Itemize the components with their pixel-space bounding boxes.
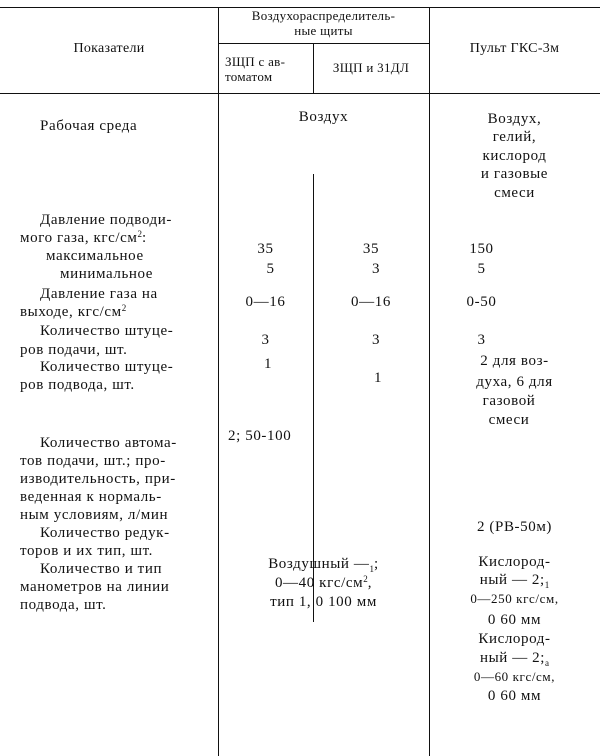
supply-fittings-col2: 3: [371, 332, 381, 348]
manometers-shields-range-exp: 2: [363, 574, 368, 584]
inlet-pressure-min-col3: 5: [477, 261, 486, 277]
supply-fittings-col1: 3: [261, 332, 270, 348]
row-medium-value-console-2: гелий,: [492, 129, 537, 145]
row-medium-value-console-4: и газовые: [480, 166, 549, 182]
row-reducers-label-2: торов и их тип, шт.: [20, 543, 153, 559]
outlet-pressure-col2: 0—16: [351, 294, 391, 310]
row-medium-value-console-1: Воздух,: [487, 111, 542, 127]
header-sub2: ЗЩП и 31ДЛ: [332, 60, 410, 75]
row-medium-value-shields: Воздух: [298, 109, 349, 125]
manometers-console-a-line3: [429, 590, 600, 608]
manometers-console-a-qty: ный — 2;: [479, 572, 545, 588]
row-inlet-pressure-min-label: минимальное: [60, 266, 154, 282]
header-sub1-line1: ЗЩП с ав-: [225, 54, 286, 69]
manometers-shields-range-tail: ,: [367, 575, 373, 591]
outlet-pressure-unit: выходе, кгс/см: [20, 304, 122, 320]
group-header-rule: [218, 43, 429, 44]
manometers-console-b-line3: [429, 668, 600, 686]
manometers-console-a-range: 0—250 кгс/см: [470, 591, 555, 606]
manometers-console-b-qty: ный — 2;: [479, 650, 546, 666]
outlet-pressure-col3: 0-50: [466, 294, 497, 310]
header-bottom-rule: [0, 93, 600, 94]
manometers-console-b-line1: Кислород-: [478, 631, 551, 647]
row-automats-label-4: веденная к нормаль-: [20, 489, 162, 505]
header-console: Пульт ГКС-3м: [469, 41, 560, 56]
inlet-pressure-min-col2: 3: [371, 261, 381, 277]
manometers-console-b-range: 0—60 кгс/см: [473, 669, 552, 684]
row-automats-label-1: Количество автома-: [40, 435, 177, 451]
automats-col1: 2; 50-100: [228, 428, 292, 444]
supply-fittings-col3: 3: [477, 332, 486, 348]
inlet-pressure-colon: :: [142, 230, 147, 246]
row-manometers-label-1: Количество и тип: [40, 561, 163, 577]
inlet-fittings-col2: 1: [373, 370, 383, 386]
header-sub1-line2: томатом: [225, 69, 273, 84]
row-automats-label-3: изводительность, при-: [20, 471, 176, 487]
row-medium-value-console-3: кислород: [482, 148, 547, 164]
row-reducers-label-1: Количество редук-: [40, 525, 170, 541]
row-supply-fittings-label-2: ров подачи, шт.: [20, 342, 128, 358]
inlet-pressure-unit: мого газа, кгс/см: [20, 230, 138, 246]
row-outlet-pressure-label-1: Давление газа на: [40, 286, 158, 302]
header-group-line1: Воздухораспределитель-: [251, 8, 396, 23]
reducers-col3: 2 (РВ-50м): [476, 519, 553, 535]
inlet-pressure-max-col3: 150: [469, 241, 494, 257]
row-medium-value-console-5: смеси: [494, 185, 535, 201]
inlet-pressure-min-col1: 5: [266, 261, 275, 277]
row-manometers-label-3: подвода, шт.: [20, 597, 107, 613]
manometers-console-a-line1: Кислород-: [478, 554, 551, 570]
manometers-shields-line2: [218, 574, 429, 592]
manometers-console-b-qty-sub: а: [545, 658, 550, 668]
manometers-console-a-range-tail: ,: [554, 591, 559, 606]
row-inlet-pressure-label-2: [20, 229, 147, 247]
row-medium-label: Рабочая среда: [40, 118, 138, 134]
inlet-pressure-unit-exp: 2: [137, 229, 143, 239]
outlet-pressure-col1: 0—16: [245, 294, 286, 310]
outlet-pressure-unit-exp: 2: [121, 303, 127, 313]
header-group-line2: ные щиты: [294, 23, 353, 38]
row-automats-label-2: тов подачи, шт.; про-: [20, 453, 166, 469]
row-supply-fittings-label-1: Количество штуце-: [40, 323, 174, 339]
row-outlet-pressure-label-2: [20, 303, 126, 321]
inlet-fittings-col1: 1: [263, 356, 273, 372]
row-inlet-fittings-label-2: ров подвода, шт.: [20, 377, 135, 393]
inlet-fittings-col3-4: смеси: [488, 412, 530, 428]
row-manometers-label-2: манометров на линии: [20, 579, 170, 595]
inlet-fittings-col3-3: газовой: [482, 393, 536, 409]
inlet-fittings-col3-1: 2 для воз-: [480, 353, 549, 369]
inlet-pressure-max-col2: 35: [362, 241, 380, 257]
inlet-fittings-col3-2: духа, 6 для: [476, 374, 553, 390]
manometers-shields-range: 0—40 кгс/см: [274, 575, 364, 591]
manometers-shields-air-sub: 1: [369, 564, 375, 574]
manometers-console-a-qty-sub: 1: [544, 580, 550, 590]
manometers-shields-air: Воздушный —: [268, 556, 370, 572]
manometers-console-b-line4: 0 60 мм: [487, 688, 542, 704]
manometers-shields-line3: тип 1, 0 100 мм: [270, 594, 377, 610]
manometers-console-b-range-tail: ,: [551, 669, 556, 684]
inlet-pressure-max-col1: 35: [257, 241, 274, 257]
row-inlet-pressure-label-1: Давление подводи-: [40, 212, 173, 228]
manometers-console-a-line4: 0 60 мм: [487, 612, 542, 628]
header-indicators: Показатели: [73, 41, 145, 56]
manometers-shields-air-tail: ;: [374, 556, 379, 572]
row-automats-label-5: ным условиям, л/мин: [20, 507, 169, 523]
row-inlet-fittings-label-1: Количество штуце-: [40, 359, 174, 375]
row-inlet-pressure-max-label: максимальное: [46, 248, 144, 264]
